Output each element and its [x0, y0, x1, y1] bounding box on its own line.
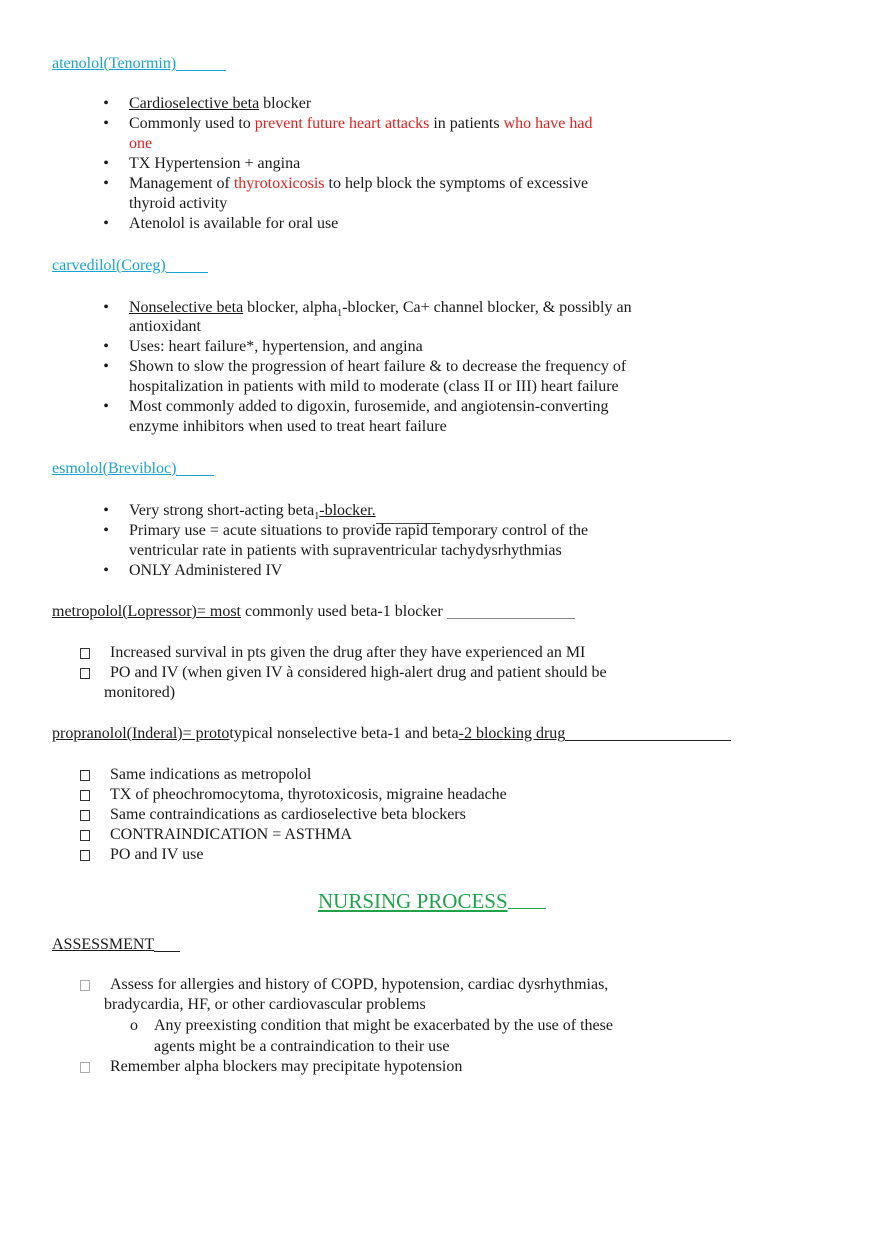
bullet: •	[103, 562, 109, 579]
bullet: •	[103, 522, 109, 539]
esmolol-bullet-2: Primary use = acute situations to provide rapid temporary control of the	[129, 522, 589, 539]
atenolol-bullet-1: Cardioselective beta blocker	[129, 95, 312, 112]
assessment-heading: ASSESSMENT	[52, 935, 180, 955]
bullet: •	[103, 115, 109, 132]
bullet: •	[103, 338, 109, 355]
assessment-item-1: Assess for allergies and history of COPD, hypotension, cardiac dysrhythmias,	[110, 976, 609, 993]
atenolol-bullet-4-cont: thyroid activity	[129, 195, 228, 212]
bullet: •	[103, 398, 109, 415]
atenolol-bullet-2-cont: one	[129, 135, 153, 152]
carvedilol-bullet-3: Shown to slow the progression of heart failure & to decrease the frequency of	[129, 358, 627, 375]
atenolol-heading: atenolol(Tenormin)	[52, 54, 226, 74]
esmolol-bullet-2-cont: ventricular rate in patients with supraventricular tachydysrhythmias	[129, 542, 562, 559]
bullet: •	[103, 155, 109, 172]
nursing-process-title: NURSING PROCESS	[318, 888, 546, 914]
carvedilol-bullet-2: Uses: heart failure*, hypertension, and angina	[129, 338, 423, 355]
checkbox-icon	[80, 810, 90, 821]
assessment-item-2: Remember alpha blockers may precipitate hypotension	[110, 1058, 463, 1075]
atenolol-bullet-4: Management of thyrotoxicosis to help block the symptoms of excessive	[129, 175, 589, 192]
carvedilol-bullet-1-cont: antioxidant	[129, 318, 201, 335]
bullet: •	[103, 95, 109, 112]
bullet: •	[103, 502, 109, 519]
assessment-subitem-cont: agents might be a contraindication to their use	[154, 1038, 450, 1055]
propranolol-item-4: CONTRAINDICATION = ASTHMA	[110, 826, 352, 843]
carvedilol-bullet-4: Most commonly added to digoxin, furosemide, and angiotensin-converting	[129, 398, 609, 415]
sub-bullet-marker: o	[130, 1017, 138, 1034]
checkbox-icon	[80, 648, 90, 659]
metropolol-heading: metropolol(Lopressor)= most commonly used beta-1 blocker	[52, 602, 575, 622]
propranolol-item-2: TX of pheochromocytoma, thyrotoxicosis, migraine headache	[110, 786, 507, 803]
atenolol-bullet-2: Commonly used to prevent future heart attacks in patients who have had	[129, 115, 593, 132]
esmolol-bullet-3: ONLY Administered IV	[129, 562, 283, 579]
checkbox-icon	[80, 850, 90, 861]
checkbox-icon	[80, 668, 90, 679]
metropolol-item-1: Increased survival in pts given the drug after they have experienced an MI	[110, 644, 586, 661]
checkbox-icon	[80, 1062, 90, 1073]
atenolol-bullet-3: TX Hypertension + angina	[129, 155, 301, 172]
esmolol-heading: esmolol(Brevibloc)	[52, 459, 214, 479]
metropolol-item-2-cont: monitored)	[104, 684, 176, 701]
esmolol-bullet-1: Very strong short-acting beta$_1$-blocker.	[129, 501, 440, 527]
carvedilol-heading: carvedilol(Coreg)	[52, 256, 208, 276]
checkbox-icon	[80, 830, 90, 841]
carvedilol-bullet-1: Nonselective beta blocker, alpha$_1$-blocker, Ca+ channel blocker, & possibly an	[129, 299, 632, 320]
bullet: •	[103, 215, 109, 232]
carvedilol-bullet-3-cont: hospitalization in patients with mild to moderate (class II or III) heart failure	[129, 378, 619, 395]
checkbox-icon	[80, 770, 90, 781]
propranolol-heading: propranolol(Inderal)= prototypical nonselective beta-1 and beta-2 blocking drug	[52, 724, 731, 744]
bullet: •	[103, 175, 109, 192]
carvedilol-bullet-4-cont: enzyme inhibitors when used to treat heart failure	[129, 418, 447, 435]
checkbox-icon	[80, 980, 90, 991]
checkbox-icon	[80, 790, 90, 801]
propranolol-item-1: Same indications as metropolol	[110, 766, 312, 783]
bullet: •	[103, 358, 109, 375]
assessment-item-1-cont: bradycardia, HF, or other cardiovascular problems	[104, 996, 426, 1013]
bullet: •	[103, 299, 109, 316]
atenolol-bullet-5: Atenolol is available for oral use	[129, 215, 339, 232]
propranolol-item-5: PO and IV use	[110, 846, 204, 863]
metropolol-item-2: PO and IV (when given IV à considered high-alert drug and patient should be	[110, 664, 607, 681]
propranolol-item-3: Same contraindications as cardioselective beta blockers	[110, 806, 466, 823]
assessment-subitem: Any preexisting condition that might be exacerbated by the use of these	[154, 1017, 613, 1034]
